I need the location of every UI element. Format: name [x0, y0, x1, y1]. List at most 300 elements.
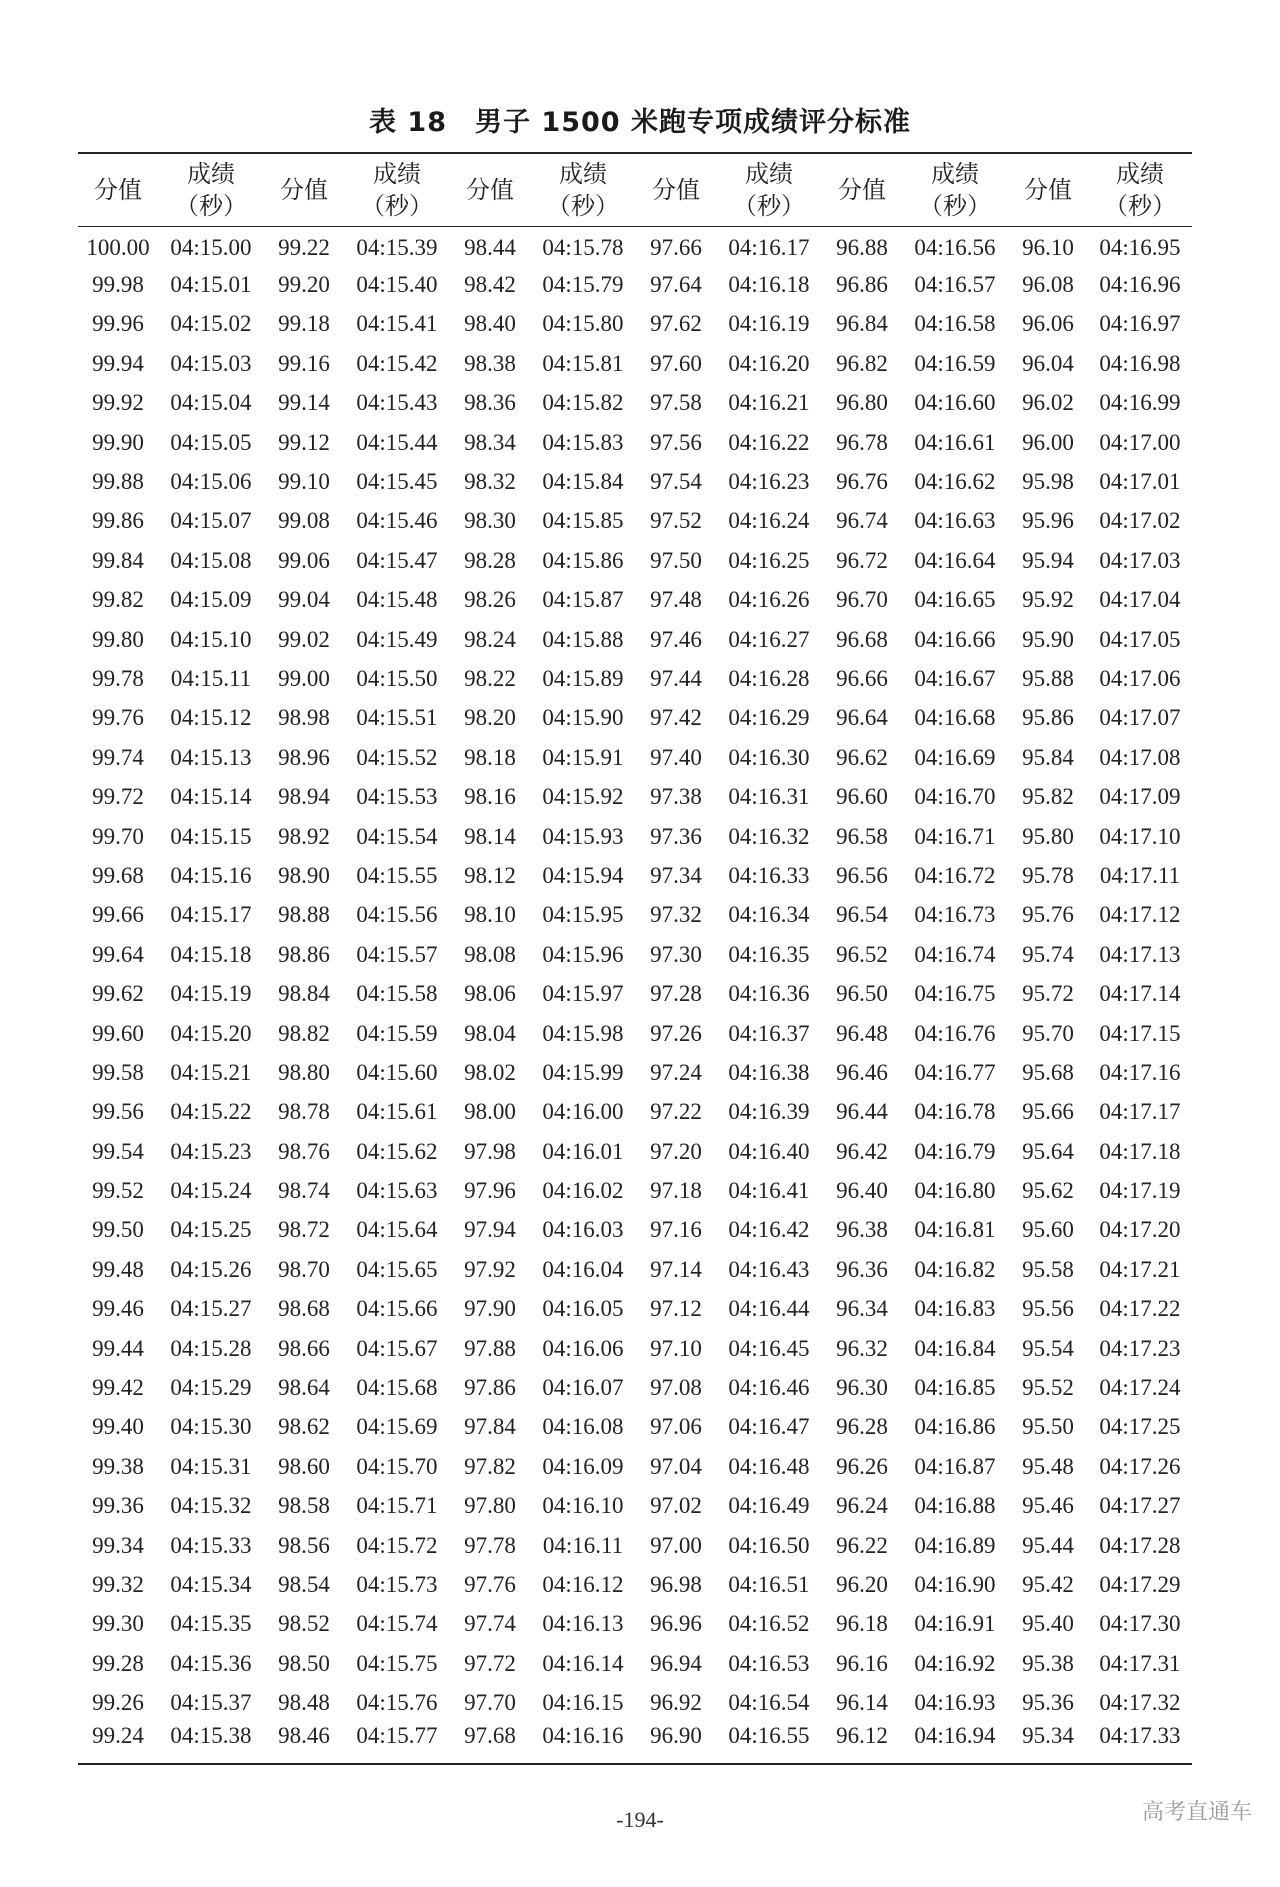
- score-cell: 98.12: [464, 862, 516, 888]
- time-cell: 04:16.69: [914, 744, 996, 770]
- table-row: [78, 384, 1192, 423]
- score-cell: 96.62: [836, 744, 888, 770]
- time-cell: 04:15.44: [356, 429, 438, 455]
- score-cell: 99.74: [92, 744, 144, 770]
- time-cell: 04:15.32: [170, 1493, 252, 1519]
- time-cell: 04:16.44: [728, 1296, 810, 1322]
- time-cell: 04:16.37: [728, 1020, 810, 1046]
- time-cell: 04:16.76: [914, 1020, 996, 1046]
- score-cell: 99.68: [92, 862, 144, 888]
- table-row: [78, 896, 1192, 935]
- score-cell: 97.40: [650, 744, 702, 770]
- time-cell: 04:16.03: [542, 1217, 624, 1243]
- score-cell: 98.80: [278, 1059, 330, 1085]
- time-cell: 04:16.20: [728, 350, 810, 376]
- time-cell: 04:16.27: [728, 626, 810, 652]
- time-cell: 04:15.42: [356, 350, 438, 376]
- time-cell: 04:15.51: [356, 705, 438, 731]
- time-cell: 04:15.38: [158, 1723, 264, 1764]
- score-cell: 97.22: [650, 1099, 702, 1125]
- score-cell: 97.98: [464, 1138, 516, 1164]
- score-cell: 95.96: [1022, 508, 1074, 534]
- score-cell: 99.82: [92, 587, 144, 613]
- score-cell: 97.20: [650, 1138, 702, 1164]
- time-cell: 04:15.45: [356, 469, 438, 495]
- time-cell: 04:15.10: [170, 626, 252, 652]
- time-cell: 04:15.08: [170, 547, 252, 573]
- time-cell: 04:16.61: [914, 429, 996, 455]
- score-cell: 96.04: [1022, 350, 1074, 376]
- time-cell: 04:16.72: [914, 862, 996, 888]
- time-cell: 04:15.86: [542, 547, 624, 573]
- score-cell: 98.14: [464, 823, 516, 849]
- score-cell: 99.90: [92, 429, 144, 455]
- table-row: [78, 1408, 1192, 1447]
- time-cell: 04:16.94: [902, 1723, 1008, 1764]
- score-cell: 99.40: [92, 1414, 144, 1440]
- score-cell: 99.06: [278, 547, 330, 573]
- time-header: [158, 153, 264, 226]
- time-cell: 04:16.51: [728, 1571, 810, 1597]
- time-cell: 04:15.91: [542, 744, 624, 770]
- time-cell: 04:15.92: [542, 784, 624, 810]
- score-cell: 99.64: [92, 941, 144, 967]
- score-cell: 95.72: [1022, 981, 1074, 1007]
- score-cell: 98.70: [278, 1256, 330, 1282]
- score-cell: 98.26: [464, 587, 516, 613]
- score-cell: 97.62: [650, 311, 702, 337]
- time-cell: 04:15.99: [542, 1059, 624, 1085]
- score-cell: 95.56: [1022, 1296, 1074, 1322]
- table-body: [78, 226, 1192, 1764]
- score-cell: 98.16: [464, 784, 516, 810]
- time-cell: 04:15.40: [356, 272, 438, 298]
- time-cell: 04:16.87: [914, 1453, 996, 1479]
- score-cell: 96.16: [836, 1650, 888, 1676]
- time-cell: 04:15.46: [356, 508, 438, 534]
- score-cell: 96.58: [836, 823, 888, 849]
- time-cell: 04:16.96: [1099, 272, 1181, 298]
- score-cell: 100.00: [86, 234, 150, 260]
- time-cell: 04:15.77: [344, 1723, 450, 1764]
- score-cell: 98.56: [278, 1532, 330, 1558]
- table-row: [78, 1644, 1192, 1683]
- score-cell: 96.52: [836, 941, 888, 967]
- score-cell: 99.20: [278, 272, 330, 298]
- table-row: [78, 935, 1192, 974]
- time-cell: 04:15.75: [356, 1650, 438, 1676]
- table-row: [78, 777, 1192, 816]
- time-cell: 04:15.79: [542, 272, 624, 298]
- score-cell: 95.44: [1022, 1532, 1074, 1558]
- table-row: [78, 856, 1192, 895]
- time-cell: 04:16.15: [542, 1690, 624, 1716]
- score-cell: 99.34: [92, 1532, 144, 1558]
- score-cell: 97.00: [650, 1532, 702, 1558]
- score-cell: 96.64: [836, 705, 888, 731]
- score-cell: 95.92: [1022, 587, 1074, 613]
- time-cell: 04:16.31: [728, 784, 810, 810]
- time-cell: 04:15.23: [170, 1138, 252, 1164]
- time-cell: 04:16.79: [914, 1138, 996, 1164]
- time-cell: 04:15.72: [356, 1532, 438, 1558]
- score-cell: 99.16: [278, 350, 330, 376]
- score-cell: 98.66: [278, 1335, 330, 1361]
- time-cell: 04:16.28: [728, 665, 810, 691]
- time-cell: 04:16.47: [728, 1414, 810, 1440]
- score-cell: 95.34: [1008, 1723, 1088, 1764]
- time-cell: 04:15.93: [542, 823, 624, 849]
- time-cell: 04:17.27: [1099, 1493, 1181, 1519]
- table-row: [78, 1723, 1192, 1764]
- time-cell: 04:16.45: [728, 1335, 810, 1361]
- time-cell: 04:15.17: [170, 902, 252, 928]
- time-cell: 04:15.14: [170, 784, 252, 810]
- table-row: [78, 817, 1192, 856]
- time-cell: 04:17.30: [1099, 1611, 1181, 1637]
- time-cell: 04:15.59: [356, 1020, 438, 1046]
- time-cell: 04:16.34: [728, 902, 810, 928]
- score-cell: 98.50: [278, 1650, 330, 1676]
- score-cell: 99.50: [92, 1217, 144, 1243]
- time-cell: 04:16.00: [542, 1099, 624, 1125]
- table-row: [78, 1132, 1192, 1171]
- table-row: [78, 1447, 1192, 1486]
- time-cell: 04:16.63: [914, 508, 996, 534]
- score-cell: 98.48: [278, 1690, 330, 1716]
- score-cell: 96.02: [1022, 390, 1074, 416]
- score-cell: 97.02: [650, 1493, 702, 1519]
- time-cell: 04:16.81: [914, 1217, 996, 1243]
- time-cell: 04:16.48: [728, 1453, 810, 1479]
- time-cell: 04:16.77: [914, 1059, 996, 1085]
- score-cell: 97.80: [464, 1493, 516, 1519]
- time-cell: 04:17.18: [1099, 1138, 1181, 1164]
- time-cell: 04:16.68: [914, 705, 996, 731]
- time-cell: 04:15.88: [542, 626, 624, 652]
- time-cell: 04:17.13: [1099, 941, 1181, 967]
- score-cell: 96.38: [836, 1217, 888, 1243]
- time-cell: 04:16.50: [728, 1532, 810, 1558]
- time-cell: 04:15.19: [170, 981, 252, 1007]
- time-cell: 04:15.27: [170, 1296, 252, 1322]
- time-cell: 04:16.54: [728, 1690, 810, 1716]
- score-cell: 97.14: [650, 1256, 702, 1282]
- score-cell: 96.98: [650, 1571, 702, 1597]
- time-cell: 04:15.11: [170, 665, 252, 691]
- time-cell: 04:15.65: [356, 1256, 438, 1282]
- score-cell: 98.62: [278, 1414, 330, 1440]
- time-header: [1088, 153, 1192, 226]
- time-cell: 04:16.95: [1099, 234, 1181, 260]
- score-cell: 96.56: [836, 862, 888, 888]
- time-cell: 04:15.71: [356, 1493, 438, 1519]
- time-cell: 04:16.01: [542, 1138, 624, 1164]
- score-cell: 95.68: [1022, 1059, 1074, 1085]
- score-cell: 97.28: [650, 981, 702, 1007]
- score-cell: 95.36: [1022, 1690, 1074, 1716]
- score-cell: 99.80: [92, 626, 144, 652]
- table-row: [78, 1565, 1192, 1604]
- time-cell: 04:16.75: [914, 981, 996, 1007]
- time-cell: 04:17.09: [1099, 784, 1181, 810]
- score-cell: 96.80: [836, 390, 888, 416]
- score-cell: 97.92: [464, 1256, 516, 1282]
- score-cell: 96.08: [1022, 272, 1074, 298]
- time-cell: 04:17.10: [1099, 823, 1181, 849]
- score-cell: 98.88: [278, 902, 330, 928]
- score-cell: 99.36: [92, 1493, 144, 1519]
- time-cell: 04:15.60: [356, 1059, 438, 1085]
- score-cell: 96.22: [836, 1532, 888, 1558]
- page-number: -194-: [616, 1807, 664, 1832]
- time-cell: 04:15.55: [356, 862, 438, 888]
- time-cell: 04:15.25: [170, 1217, 252, 1243]
- time-cell: 04:16.60: [914, 390, 996, 416]
- time-cell: 04:16.09: [542, 1453, 624, 1479]
- score-cell: 98.10: [464, 902, 516, 928]
- score-cell: 96.24: [836, 1493, 888, 1519]
- watermark: 高考直通车: [1141, 1800, 1252, 1825]
- time-cell: 04:16.82: [914, 1256, 996, 1282]
- score-cell: 95.76: [1022, 902, 1074, 928]
- score-cell: 96.18: [836, 1611, 888, 1637]
- score-cell: 97.86: [464, 1375, 516, 1401]
- table-row: [78, 1053, 1192, 1092]
- score-cell: 97.60: [650, 350, 702, 376]
- score-cell: 98.20: [464, 705, 516, 731]
- score-cell: 99.48: [92, 1256, 144, 1282]
- time-cell: 04:16.17: [728, 234, 810, 260]
- score-cell: 95.66: [1022, 1099, 1074, 1125]
- score-cell: 97.82: [464, 1453, 516, 1479]
- table-row: [78, 1211, 1192, 1250]
- time-cell: 04:16.39: [728, 1099, 810, 1125]
- time-cell: 04:15.85: [542, 508, 624, 534]
- score-cell: 97.58: [650, 390, 702, 416]
- time-cell: 04:16.18: [728, 272, 810, 298]
- time-header-line1: 成绩: [559, 159, 607, 188]
- time-cell: 04:15.02: [170, 311, 252, 337]
- score-cell: 98.22: [464, 665, 516, 691]
- score-cell: 97.52: [650, 508, 702, 534]
- score-cell: 99.92: [92, 390, 144, 416]
- time-cell: 04:16.33: [728, 862, 810, 888]
- score-cell: 98.98: [278, 705, 330, 731]
- table-row: [78, 620, 1192, 659]
- score-cell: 96.36: [836, 1256, 888, 1282]
- time-cell: 04:16.41: [728, 1178, 810, 1204]
- table-row: [78, 344, 1192, 383]
- score-cell: 99.12: [278, 429, 330, 455]
- score-cell: 98.90: [278, 862, 330, 888]
- time-cell: 04:15.22: [170, 1099, 252, 1125]
- score-cell: 95.48: [1022, 1453, 1074, 1479]
- time-cell: 04:16.06: [542, 1335, 624, 1361]
- score-cell: 97.74: [464, 1611, 516, 1637]
- score-cell: 96.42: [836, 1138, 888, 1164]
- score-cell: 95.78: [1022, 862, 1074, 888]
- time-cell: 04:16.66: [914, 626, 996, 652]
- time-cell: 04:16.32: [728, 823, 810, 849]
- score-cell: 95.50: [1022, 1414, 1074, 1440]
- score-cell: 95.64: [1022, 1138, 1074, 1164]
- score-cell: 95.70: [1022, 1020, 1074, 1046]
- time-cell: 04:16.19: [728, 311, 810, 337]
- time-cell: 04:15.12: [170, 705, 252, 731]
- time-cell: 04:16.93: [914, 1690, 996, 1716]
- score-cell: 98.08: [464, 941, 516, 967]
- score-cell: 98.92: [278, 823, 330, 849]
- time-cell: 04:17.04: [1099, 587, 1181, 613]
- time-cell: 04:15.68: [356, 1375, 438, 1401]
- score-cell: 98.76: [278, 1138, 330, 1164]
- score-cell: 96.10: [1022, 234, 1074, 260]
- time-cell: 04:17.23: [1099, 1335, 1181, 1361]
- score-cell: 99.08: [278, 508, 330, 534]
- time-cell: 04:15.34: [170, 1571, 252, 1597]
- score-cell: 95.62: [1022, 1178, 1074, 1204]
- table-row: [78, 1250, 1192, 1289]
- score-cell: 97.96: [464, 1178, 516, 1204]
- table-row: [78, 1329, 1192, 1368]
- score-cell: 97.34: [650, 862, 702, 888]
- score-cell: 96.20: [836, 1571, 888, 1597]
- time-cell: 04:15.48: [356, 587, 438, 613]
- time-cell: 04:17.22: [1099, 1296, 1181, 1322]
- score-cell: 98.46: [264, 1723, 344, 1764]
- time-header-line1: 成绩: [931, 159, 979, 188]
- time-header: [344, 153, 450, 226]
- table-row: [78, 1605, 1192, 1644]
- time-cell: 04:17.03: [1099, 547, 1181, 573]
- time-cell: 04:16.65: [914, 587, 996, 613]
- score-cell: 96.78: [836, 429, 888, 455]
- score-cell: 97.94: [464, 1217, 516, 1243]
- time-cell: 04:15.95: [542, 902, 624, 928]
- score-cell: 96.60: [836, 784, 888, 810]
- time-cell: 04:17.26: [1099, 1453, 1181, 1479]
- time-cell: 04:16.52: [728, 1611, 810, 1637]
- time-cell: 04:15.47: [356, 547, 438, 573]
- score-cell: 99.46: [92, 1296, 144, 1322]
- score-cell: 99.56: [92, 1099, 144, 1125]
- time-cell: 04:15.57: [356, 941, 438, 967]
- time-cell: 04:15.33: [170, 1532, 252, 1558]
- time-cell: 04:15.05: [170, 429, 252, 455]
- table-row: [78, 1487, 1192, 1526]
- score-cell: 95.58: [1022, 1256, 1074, 1282]
- time-cell: 04:17.12: [1099, 902, 1181, 928]
- time-cell: 04:17.33: [1088, 1723, 1192, 1764]
- score-cell: 99.72: [92, 784, 144, 810]
- score-cell: 97.78: [464, 1532, 516, 1558]
- score-cell: 99.78: [92, 665, 144, 691]
- score-cell: 96.34: [836, 1296, 888, 1322]
- time-cell: 04:15.04: [170, 390, 252, 416]
- time-cell: 04:15.96: [542, 941, 624, 967]
- time-header-line1: 成绩: [745, 159, 793, 188]
- time-cell: 04:16.29: [728, 705, 810, 731]
- table-row: [78, 581, 1192, 620]
- score-cell: 96.48: [836, 1020, 888, 1046]
- time-cell: 04:15.53: [356, 784, 438, 810]
- time-cell: 04:15.66: [356, 1296, 438, 1322]
- score-cell: 98.96: [278, 744, 330, 770]
- time-header-line1: 成绩: [1116, 159, 1164, 188]
- score-cell: 98.58: [278, 1493, 330, 1519]
- score-cell: 98.40: [464, 311, 516, 337]
- score-cell: 97.24: [650, 1059, 702, 1085]
- score-cell: 96.72: [836, 547, 888, 573]
- time-cell: 04:16.84: [914, 1335, 996, 1361]
- score-cell: 98.18: [464, 744, 516, 770]
- score-cell: 98.44: [464, 234, 516, 260]
- time-cell: 04:15.43: [356, 390, 438, 416]
- table-header: [78, 153, 1192, 226]
- time-cell: 04:15.56: [356, 902, 438, 928]
- time-cell: 04:17.19: [1099, 1178, 1181, 1204]
- time-cell: 04:16.43: [728, 1256, 810, 1282]
- time-cell: 04:16.49: [728, 1493, 810, 1519]
- score-cell: 97.16: [650, 1217, 702, 1243]
- score-cell: 96.54: [836, 902, 888, 928]
- score-cell: 99.52: [92, 1178, 144, 1204]
- time-header-line2: （秒）: [361, 191, 433, 220]
- time-cell: 04:15.35: [170, 1611, 252, 1637]
- score-cell: 99.00: [278, 665, 330, 691]
- time-cell: 04:15.06: [170, 469, 252, 495]
- score-cell: 96.66: [836, 665, 888, 691]
- score-cell: 98.30: [464, 508, 516, 534]
- score-cell: 98.28: [464, 547, 516, 573]
- score-cell: 99.98: [92, 272, 144, 298]
- score-cell: 99.30: [92, 1611, 144, 1637]
- score-cell: 97.08: [650, 1375, 702, 1401]
- score-cell: 97.10: [650, 1335, 702, 1361]
- time-cell: 04:15.18: [170, 941, 252, 967]
- score-header: 分值: [1008, 153, 1088, 226]
- time-cell: 04:17.21: [1099, 1256, 1181, 1282]
- score-cell: 99.14: [278, 390, 330, 416]
- score-cell: 99.76: [92, 705, 144, 731]
- score-cell: 99.88: [92, 469, 144, 495]
- score-cell: 96.06: [1022, 311, 1074, 337]
- time-cell: 04:15.87: [542, 587, 624, 613]
- time-cell: 04:15.69: [356, 1414, 438, 1440]
- time-cell: 04:16.58: [914, 311, 996, 337]
- score-cell: 98.24: [464, 626, 516, 652]
- score-cell: 98.38: [464, 350, 516, 376]
- time-cell: 04:15.03: [170, 350, 252, 376]
- time-cell: 04:16.14: [542, 1650, 624, 1676]
- table-row: [78, 1014, 1192, 1053]
- score-cell: 97.18: [650, 1178, 702, 1204]
- time-cell: 04:16.12: [542, 1571, 624, 1597]
- time-header-line2: （秒）: [1104, 191, 1176, 220]
- table-row: [78, 1093, 1192, 1132]
- time-cell: 04:16.67: [914, 665, 996, 691]
- score-cell: 96.90: [636, 1723, 716, 1764]
- time-cell: 04:17.08: [1099, 744, 1181, 770]
- score-cell: 95.54: [1022, 1335, 1074, 1361]
- table-row: [78, 305, 1192, 344]
- score-cell: 97.26: [650, 1020, 702, 1046]
- score-cell: 98.84: [278, 981, 330, 1007]
- score-cell: 96.44: [836, 1099, 888, 1125]
- time-cell: 04:16.02: [542, 1178, 624, 1204]
- time-cell: 04:16.35: [728, 941, 810, 967]
